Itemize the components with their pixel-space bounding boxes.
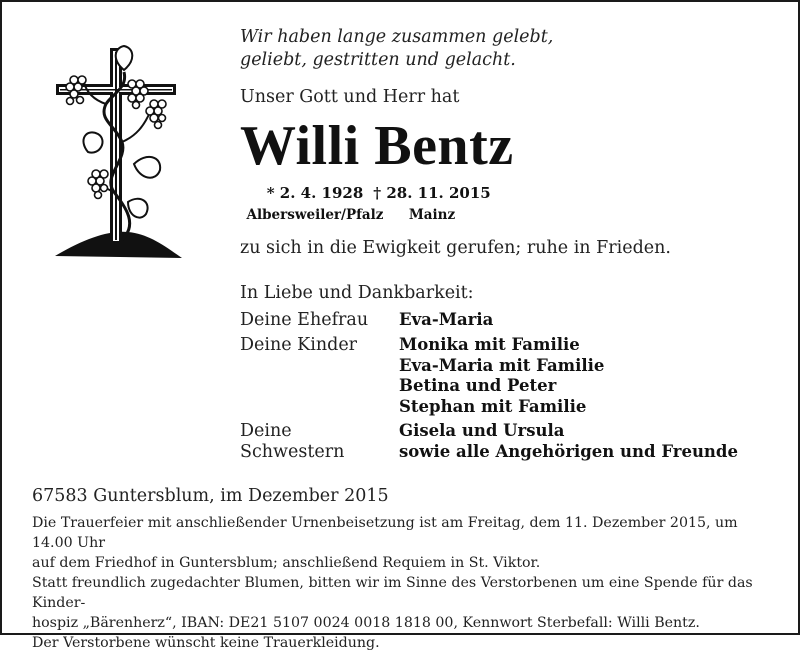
mourner-name: Stephan mit Familie (399, 396, 587, 416)
mourner-names (399, 421, 738, 463)
mourner-names (399, 335, 604, 417)
donation-info-line: hospiz „Bärenherz“, IBAN: DE21 5107 0024 0018 1818 00, Kennwort Sterbefall: Willi Bentz. (32, 615, 700, 631)
place-date: 67583 Guntersblum, im Dezember 2015 (32, 486, 389, 506)
mourners-heading: In Liebe und Dankbarkeit: (240, 283, 474, 303)
birth-date: * 2. 4. 1928 (266, 184, 364, 202)
mourner-name: Eva-Maria (399, 310, 494, 329)
quote (240, 26, 553, 72)
mourner-name: Betina und Peter (399, 376, 557, 395)
mourner-relation: Deine Kinder (240, 335, 358, 355)
mourner-group (240, 421, 738, 463)
mourner-relation: Deine Ehefrau (240, 310, 369, 330)
deceased-name: Willi Bentz (240, 115, 514, 177)
mourner-name: Monika mit Familie (399, 335, 580, 354)
attire-note: Der Verstorbene wünscht keine Trauerkleidung. (32, 635, 380, 651)
death-date: † 28. 11. 2015 (373, 184, 491, 202)
mourners-section (240, 283, 738, 467)
cross-with-grapevine-icon (50, 42, 190, 272)
donation-info-line: Statt freundlich zugedachter Blumen, bitten wir im Sinne des Verstorbenen um eine Spende für das Kinder- (32, 575, 753, 611)
mourner-group (240, 310, 738, 331)
quote-line: Wir haben lange zusammen gelebt, (240, 27, 554, 47)
death-place: Mainz (408, 207, 456, 223)
intro-text: Unser Gott und Herr hat (240, 87, 460, 107)
mourner-name: sowie alle Angehörigen und Freunde (399, 441, 738, 461)
death-info (367, 182, 497, 226)
mourner-name: Eva-Maria mit Familie (399, 355, 605, 375)
funeral-info-line: auf dem Friedhof in Guntersblum; anschließend Requiem in St. Viktor. (32, 555, 541, 571)
mourner-names (399, 310, 493, 331)
funeral-info-line: Die Trauerfeier mit anschließender Urnenbeisetzung ist am Freitag, dem 11. Dezember 2015, um 14.00 Uhr (32, 515, 738, 551)
closing-text: zu sich in die Ewigkeit gerufen; ruhe in Frieden. (240, 238, 671, 258)
info-section (32, 513, 782, 653)
mourner-relation: Deine Schwestern (240, 421, 345, 462)
mourner-group (240, 335, 738, 417)
mourner-name: Gisela und Ursula (399, 421, 565, 440)
quote-line: geliebt, gestritten und gelacht. (240, 50, 516, 70)
birth-place: Albersweiler/Pfalz (246, 207, 384, 223)
